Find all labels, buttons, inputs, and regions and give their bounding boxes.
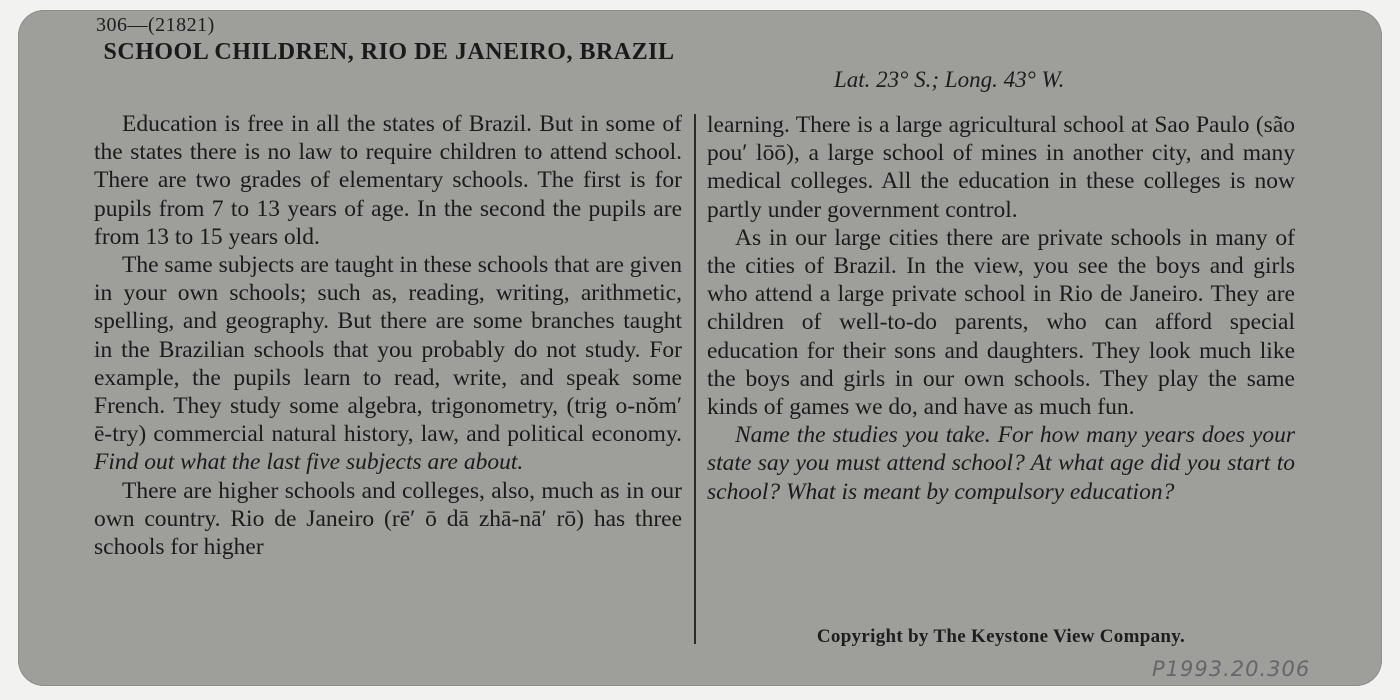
copyright-line: Copyright by The Keystone View Company. [816,626,1186,647]
card-number: 306—(21821) [96,14,215,36]
paragraph: As in our large cities there are private schools in many of the cities of Brazil. In the view, you see the boys and girls who attend a large private school in Rio de Janeiro. They are children of well-to-do parents, who can afford special education for their sons and daughters. They look much like the boys and girls in our own schools. They play the same kinds of games we do, and have as much fun. [707,224,1295,421]
paragraph: There are higher schools and colleges, also, much as in our own country. Rio de Janeiro (rē′ ō dā zhā-nā′ rō) has three schools for higher [94,477,682,561]
paragraph: learning. There is a large agricultural school at Sao Paulo (são pou′ lōō), a large school of mines in another city, and many medical colleges. All the education in these colleges is now partly under government control. [707,112,1295,223]
paragraph-text: The same subjects are taught in these schools that are given in your own schools; such as, reading, writing, arithmetic, spelling, and geography. But there are some branches taught in the Brazilian schools that you probably do not study. For example, the pupils learn to read, write, and speak some French. They study some algebra, trigonometry, (trig o-nŏm′ ē-try) commercial natural history, law, and political economy. [94,252,682,448]
questions-paragraph: Name the studies you take. For how many years does your state say you must attend school? At what age did you start to school? What is meant by compulsory education? [707,422,1295,505]
left-column [94,110,682,561]
accession-number: P1993.20.306 [1152,657,1311,681]
paragraph: Education is free in all the states of Brazil. But in some of the states there is no law to require children to attend school. There are two grades of elementary schools. The first is for pupils from 7 to 13 years of age. In the second the pupils are from 13 to 15 years old. [94,111,682,250]
paragraph [94,251,682,477]
question-text: Find out what the last five subjects are about. [94,449,524,476]
column-divider [694,114,696,644]
card-title: SCHOOL CHILDREN, RIO DE JANEIRO, BRAZIL [103,39,675,65]
right-column [707,111,1295,506]
coordinates: Lat. 23° S.; Long. 43° W. [834,67,1065,92]
